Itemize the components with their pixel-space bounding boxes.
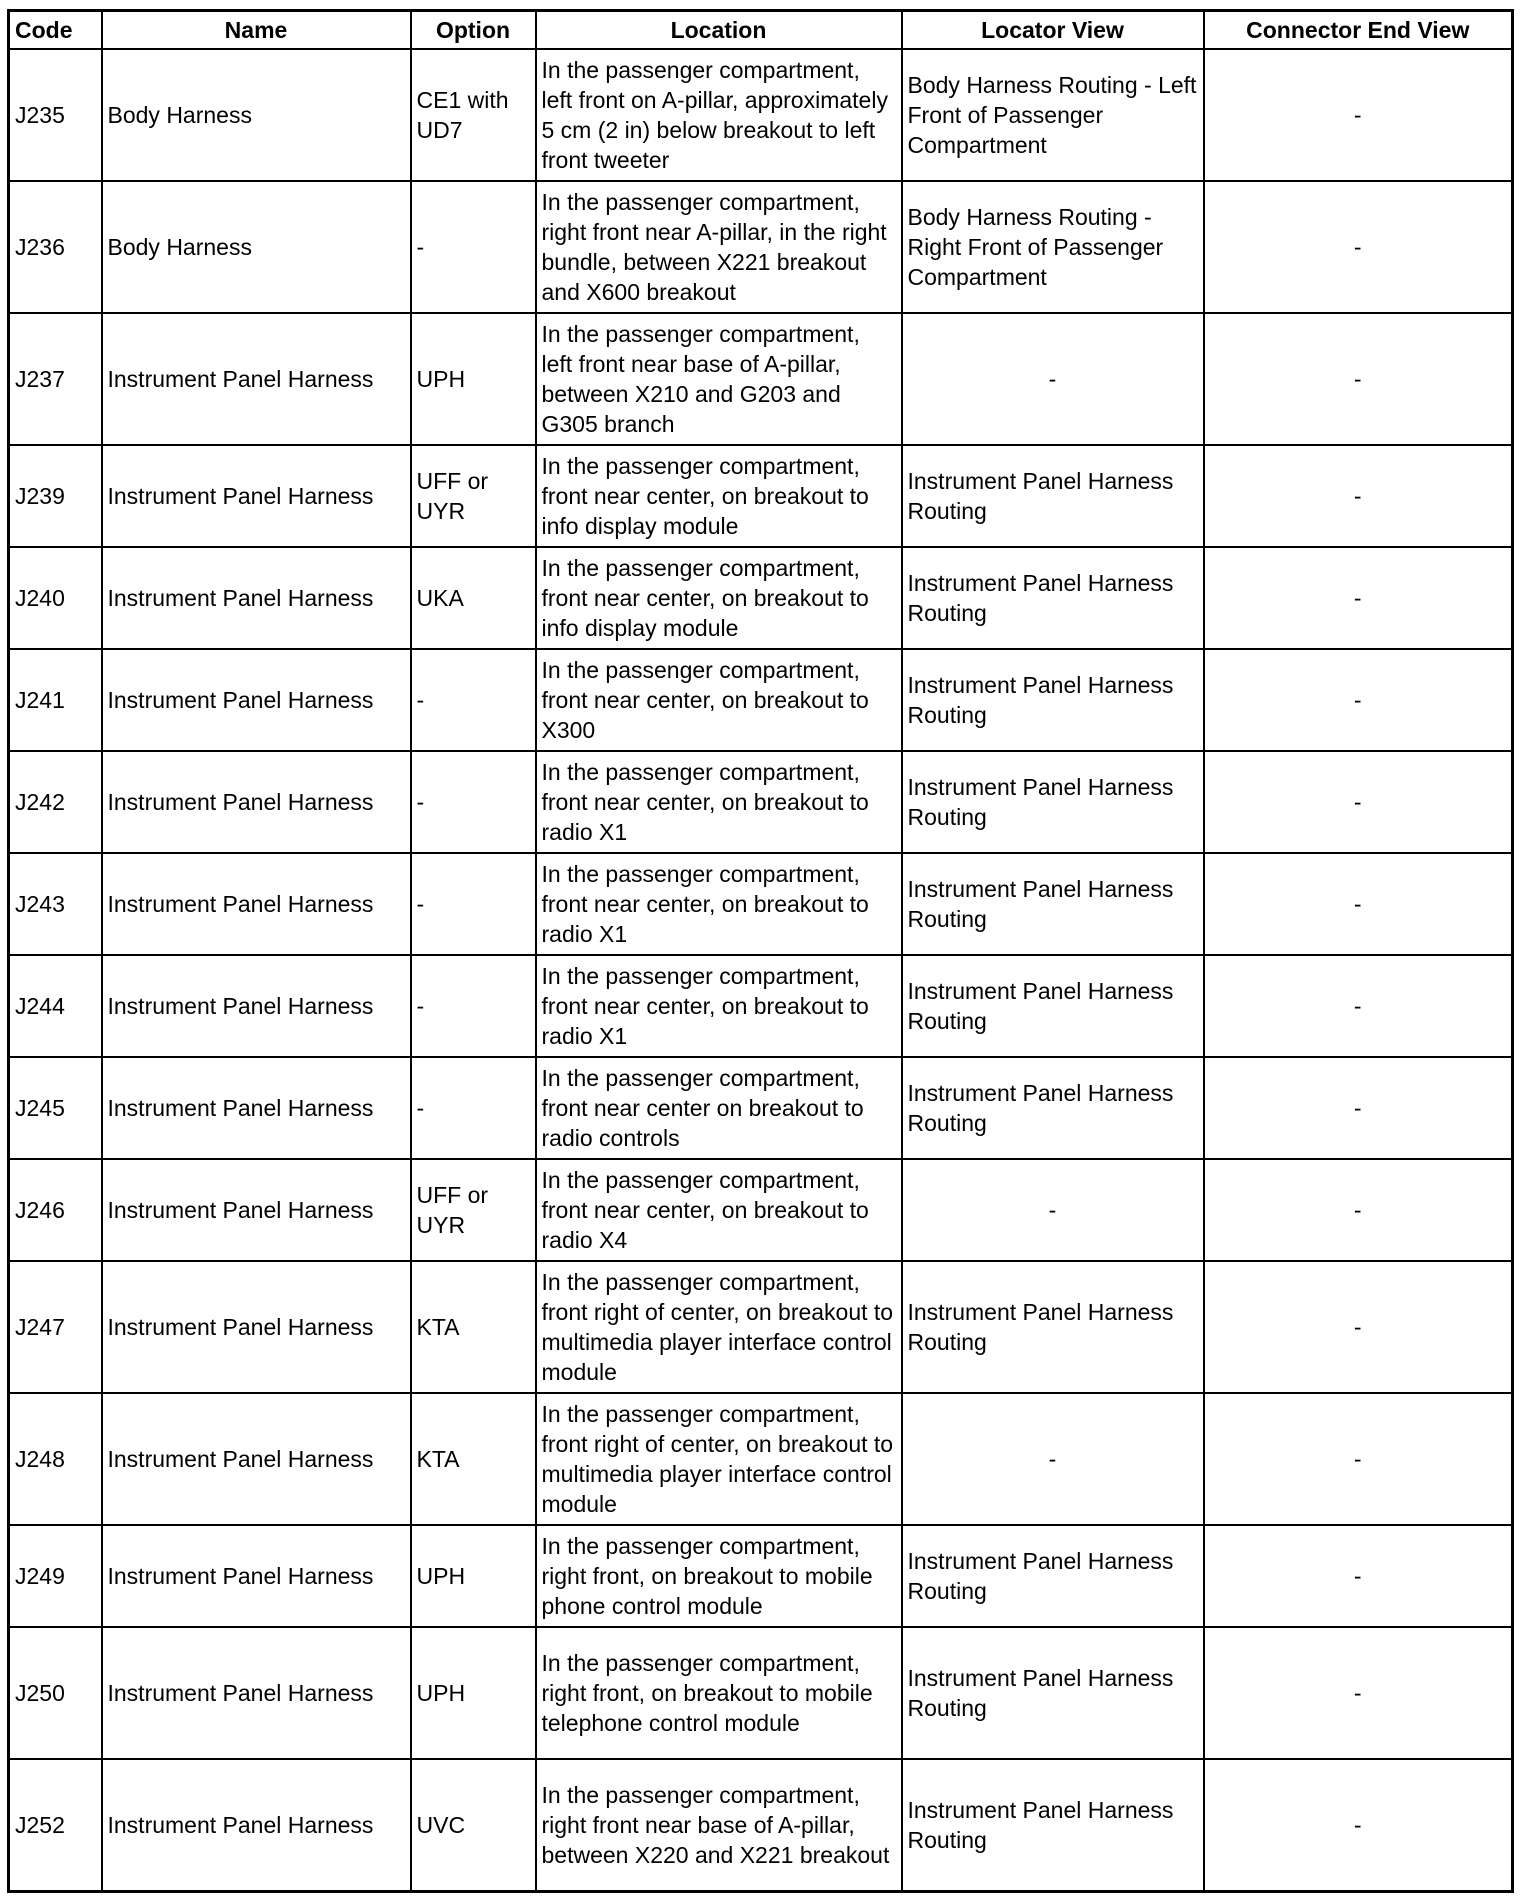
cell-option: UPH bbox=[411, 1627, 536, 1759]
cell-name: Instrument Panel Harness bbox=[102, 1759, 411, 1891]
cell-code: J239 bbox=[9, 445, 102, 547]
table-row bbox=[9, 1159, 1513, 1261]
cell-location: In the passenger compartment, right front near base of A-pillar, between X220 and X221 breakout bbox=[536, 1759, 902, 1891]
cell-locator-view: Instrument Panel Harness Routing bbox=[902, 1627, 1204, 1759]
cell-code: J237 bbox=[9, 313, 102, 445]
cell-connector-end-view: - bbox=[1204, 1261, 1513, 1393]
cell-connector-end-view: - bbox=[1204, 1159, 1513, 1261]
cell-locator-view: Instrument Panel Harness Routing bbox=[902, 1057, 1204, 1159]
cell-connector-end-view: - bbox=[1204, 49, 1513, 181]
table-row bbox=[9, 1261, 1513, 1393]
header-location: Location bbox=[536, 11, 902, 50]
table-row bbox=[9, 1393, 1513, 1525]
cell-option: UFF or UYR bbox=[411, 445, 536, 547]
cell-location: In the passenger compartment, front near center, on breakout to info display module bbox=[536, 445, 902, 547]
cell-locator-view: - bbox=[902, 313, 1204, 445]
cell-locator-view: Instrument Panel Harness Routing bbox=[902, 649, 1204, 751]
cell-option: CE1 with UD7 bbox=[411, 49, 536, 181]
cell-option: KTA bbox=[411, 1393, 536, 1525]
cell-option: UKA bbox=[411, 547, 536, 649]
cell-locator-view: Instrument Panel Harness Routing bbox=[902, 955, 1204, 1057]
cell-connector-end-view: - bbox=[1204, 1525, 1513, 1627]
cell-location: In the passenger compartment, left front near base of A-pillar, between X210 and G203 and G305 branch bbox=[536, 313, 902, 445]
cell-code: J242 bbox=[9, 751, 102, 853]
table-header-row bbox=[9, 11, 1513, 50]
cell-code: J245 bbox=[9, 1057, 102, 1159]
cell-locator-view: Instrument Panel Harness Routing bbox=[902, 445, 1204, 547]
cell-name: Instrument Panel Harness bbox=[102, 1525, 411, 1627]
cell-option: UVC bbox=[411, 1759, 536, 1891]
cell-code: J248 bbox=[9, 1393, 102, 1525]
cell-locator-view: - bbox=[902, 1393, 1204, 1525]
cell-location: In the passenger compartment, right front, on breakout to mobile phone control module bbox=[536, 1525, 902, 1627]
cell-location: In the passenger compartment, front near center on breakout to radio controls bbox=[536, 1057, 902, 1159]
header-code: Code bbox=[9, 11, 102, 50]
cell-option: UFF or UYR bbox=[411, 1159, 536, 1261]
cell-option: UPH bbox=[411, 313, 536, 445]
cell-option: - bbox=[411, 853, 536, 955]
table-row bbox=[9, 181, 1513, 313]
cell-name: Instrument Panel Harness bbox=[102, 445, 411, 547]
header-connector-end-view: Connector End View bbox=[1204, 11, 1513, 50]
table-row bbox=[9, 1525, 1513, 1627]
cell-connector-end-view: - bbox=[1204, 313, 1513, 445]
cell-location: In the passenger compartment, front right of center, on breakout to multimedia player interface control module bbox=[536, 1261, 902, 1393]
cell-name: Instrument Panel Harness bbox=[102, 313, 411, 445]
cell-location: In the passenger compartment, front near center, on breakout to X300 bbox=[536, 649, 902, 751]
cell-code: J252 bbox=[9, 1759, 102, 1891]
table-row bbox=[9, 751, 1513, 853]
cell-code: J250 bbox=[9, 1627, 102, 1759]
cell-code: J243 bbox=[9, 853, 102, 955]
cell-connector-end-view: - bbox=[1204, 1057, 1513, 1159]
header-locator-view: Locator View bbox=[902, 11, 1204, 50]
table-row bbox=[9, 649, 1513, 751]
splice-table-sheet bbox=[7, 9, 1511, 1893]
table-row bbox=[9, 547, 1513, 649]
cell-locator-view: - bbox=[902, 1159, 1204, 1261]
cell-name: Instrument Panel Harness bbox=[102, 1057, 411, 1159]
splice-table bbox=[7, 9, 1514, 1893]
cell-option: - bbox=[411, 751, 536, 853]
cell-name: Instrument Panel Harness bbox=[102, 955, 411, 1057]
table-row bbox=[9, 1759, 1513, 1891]
cell-location: In the passenger compartment, front near center, on breakout to radio X1 bbox=[536, 751, 902, 853]
cell-location: In the passenger compartment, right front, on breakout to mobile telephone control module bbox=[536, 1627, 902, 1759]
cell-connector-end-view: - bbox=[1204, 1393, 1513, 1525]
cell-connector-end-view: - bbox=[1204, 547, 1513, 649]
cell-connector-end-view: - bbox=[1204, 649, 1513, 751]
header-name: Name bbox=[102, 11, 411, 50]
table-row bbox=[9, 1627, 1513, 1759]
cell-option: - bbox=[411, 649, 536, 751]
cell-connector-end-view: - bbox=[1204, 1627, 1513, 1759]
cell-connector-end-view: - bbox=[1204, 445, 1513, 547]
cell-location: In the passenger compartment, front right of center, on breakout to multimedia player interface control module bbox=[536, 1393, 902, 1525]
table-row bbox=[9, 445, 1513, 547]
table-row bbox=[9, 955, 1513, 1057]
cell-code: J235 bbox=[9, 49, 102, 181]
cell-code: J240 bbox=[9, 547, 102, 649]
cell-name: Instrument Panel Harness bbox=[102, 1159, 411, 1261]
cell-option: - bbox=[411, 955, 536, 1057]
cell-location: In the passenger compartment, left front on A-pillar, approximately 5 cm (2 in) below breakout to left front tweeter bbox=[536, 49, 902, 181]
cell-location: In the passenger compartment, right front near A-pillar, in the right bundle, between X221 breakout and X600 breakout bbox=[536, 181, 902, 313]
cell-code: J246 bbox=[9, 1159, 102, 1261]
cell-locator-view: Instrument Panel Harness Routing bbox=[902, 1525, 1204, 1627]
cell-option: KTA bbox=[411, 1261, 536, 1393]
cell-name: Instrument Panel Harness bbox=[102, 1393, 411, 1525]
cell-location: In the passenger compartment, front near center, on breakout to info display module bbox=[536, 547, 902, 649]
cell-locator-view: Body Harness Routing - Right Front of Passenger Compartment bbox=[902, 181, 1204, 313]
cell-option: UPH bbox=[411, 1525, 536, 1627]
header-option: Option bbox=[411, 11, 536, 50]
cell-option: - bbox=[411, 1057, 536, 1159]
table-row bbox=[9, 49, 1513, 181]
cell-code: J249 bbox=[9, 1525, 102, 1627]
cell-locator-view: Body Harness Routing - Left Front of Passenger Compartment bbox=[902, 49, 1204, 181]
cell-locator-view: Instrument Panel Harness Routing bbox=[902, 1759, 1204, 1891]
cell-connector-end-view: - bbox=[1204, 751, 1513, 853]
cell-connector-end-view: - bbox=[1204, 853, 1513, 955]
cell-locator-view: Instrument Panel Harness Routing bbox=[902, 1261, 1204, 1393]
cell-option: - bbox=[411, 181, 536, 313]
cell-name: Instrument Panel Harness bbox=[102, 649, 411, 751]
cell-connector-end-view: - bbox=[1204, 1759, 1513, 1891]
cell-locator-view: Instrument Panel Harness Routing bbox=[902, 547, 1204, 649]
cell-name: Instrument Panel Harness bbox=[102, 751, 411, 853]
cell-code: J241 bbox=[9, 649, 102, 751]
cell-name: Instrument Panel Harness bbox=[102, 853, 411, 955]
cell-name: Body Harness bbox=[102, 49, 411, 181]
cell-name: Instrument Panel Harness bbox=[102, 1261, 411, 1393]
cell-code: J244 bbox=[9, 955, 102, 1057]
cell-code: J247 bbox=[9, 1261, 102, 1393]
cell-name: Body Harness bbox=[102, 181, 411, 313]
cell-location: In the passenger compartment, front near center, on breakout to radio X4 bbox=[536, 1159, 902, 1261]
cell-locator-view: Instrument Panel Harness Routing bbox=[902, 751, 1204, 853]
cell-code: J236 bbox=[9, 181, 102, 313]
table-row bbox=[9, 853, 1513, 955]
cell-connector-end-view: - bbox=[1204, 955, 1513, 1057]
cell-connector-end-view: - bbox=[1204, 181, 1513, 313]
cell-name: Instrument Panel Harness bbox=[102, 547, 411, 649]
cell-location: In the passenger compartment, front near center, on breakout to radio X1 bbox=[536, 955, 902, 1057]
table-row bbox=[9, 313, 1513, 445]
cell-locator-view: Instrument Panel Harness Routing bbox=[902, 853, 1204, 955]
cell-location: In the passenger compartment, front near center, on breakout to radio X1 bbox=[536, 853, 902, 955]
table-row bbox=[9, 1057, 1513, 1159]
cell-name: Instrument Panel Harness bbox=[102, 1627, 411, 1759]
